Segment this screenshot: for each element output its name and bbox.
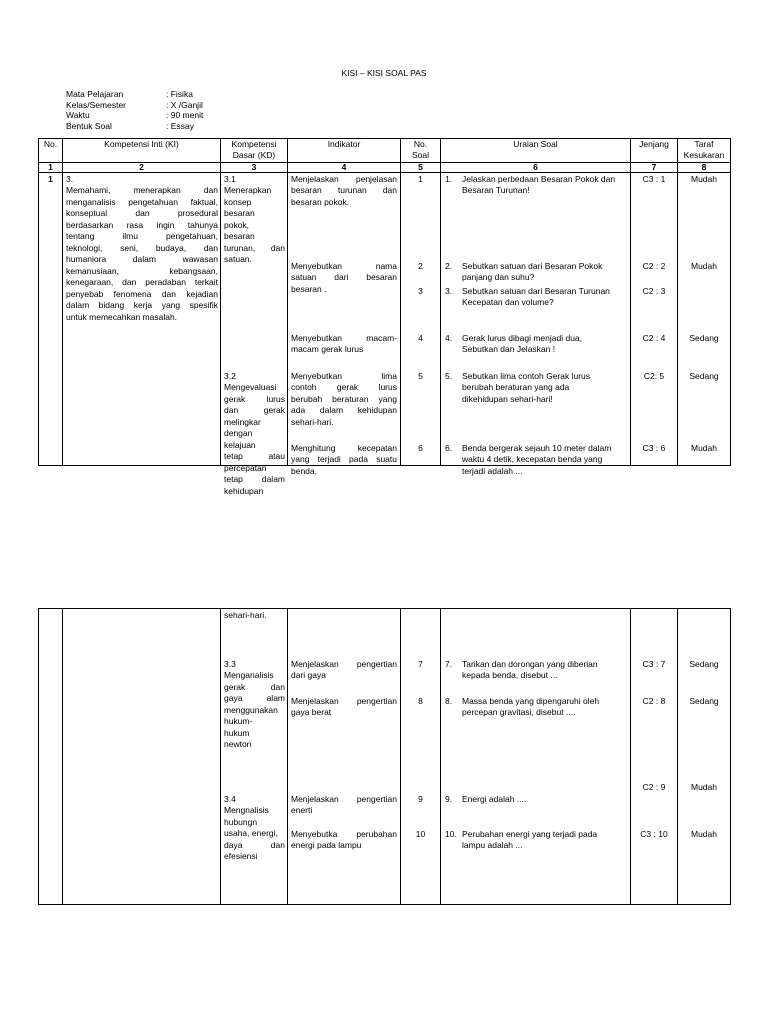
question-line: berubah beraturan yang ada [462,382,570,393]
header-jenjang [631,139,678,163]
indikator-line: Menyebutkan lima [291,371,397,381]
header-indikator-label: Indikator [327,139,361,149]
question-line: waktu 4 detik, kecepatan benda yang [462,454,603,465]
kd-3-3 [224,659,285,751]
kd-3-1 [224,174,285,266]
question-text [445,443,627,477]
taraf-value: Mudah [691,829,717,839]
no-soal-cell [401,173,441,466]
indikator-line: Menjelaskan pengertian [291,659,397,669]
question-text [445,333,627,356]
indikator-2 [291,261,397,295]
taraf-cell [678,609,731,905]
column-number: 1 [39,163,63,173]
question-text [445,794,627,805]
kd-line: Mengevaluasi [224,382,277,393]
column-number: 6 [441,163,631,173]
ki-line: humaniora dalam wawasan [66,254,218,265]
jenjang-value: C2 : 9 [642,782,666,792]
kd-line: 3.1 [224,174,236,184]
header-ki-label: Kompetensi Inti (KI) [104,139,179,149]
ki-line: teknologi, seni, budaya, dan [66,242,218,253]
jenjang-value: C2 : 4 [642,333,666,343]
kd-line: Menerapkan [224,185,272,196]
taraf-value: Mudah [691,443,717,453]
meta-label: Bentuk Soal [66,120,112,131]
question-line: Tarikan dan dorongan yang diberian [462,659,598,669]
question-body [462,659,627,682]
question-line: Massa benda yang dipengaruhi oleh [462,696,600,706]
ki-line: untuk memecahkan masalah. [66,311,178,322]
header-uraian-label: Uraian Soal [513,139,558,149]
question-line: percepan gravitasi, disebut .... [462,707,576,718]
kd-line: konsep [224,196,252,207]
question-body [462,333,627,356]
ki-line: 3. [66,174,74,184]
indikator-1 [291,174,397,208]
header-no-soal-label-2: Soal [411,150,429,161]
ki-line: berdasarkan rasa ingin tahunya [66,219,218,230]
kd-line: gerak dan [224,681,285,692]
question-line: lampu adalah ... [462,840,523,851]
meta-row [66,110,203,121]
kd-line: Menganalisis [224,670,274,681]
column-number-row [39,163,731,173]
taraf-value: Sedang [689,371,719,381]
column-number: 3 [221,163,288,173]
indikator-line: besaran pokok. [291,196,350,207]
question-line: Gerak lurus dibagi menjadi dua, [462,333,583,343]
question-label: 9. [445,794,453,804]
ki-text [63,173,220,323]
indikator-cell [288,609,401,905]
indikator-line: ada dalam kehidupan [291,405,397,416]
jenjang-value: C3 : 1 [642,174,666,184]
indikator-line: satuan dari besaran [291,272,397,283]
indikator-line: Menjelaskan pengertian [291,696,397,706]
question-text [445,696,627,719]
kd-line: usaha, energi, [224,828,278,839]
question-text [445,286,627,309]
indikator-line: Menjelaskan pengertian [291,794,397,804]
indikator-10 [291,829,397,852]
question-text [445,174,627,197]
meta-row [66,121,203,132]
indikator-line: Menjelaskan penjelasan [291,174,397,184]
kd-line: daya dan [224,839,285,850]
question-line: Benda bergerak sejauh 10 meter dalam [462,443,612,453]
indikator-4 [291,333,397,356]
indikator-cell [288,173,401,476]
kd-cell [221,609,288,905]
kd-line: gaya alam [224,693,285,704]
question-label: 3. [445,286,453,296]
ki-cell [63,173,221,466]
header-kd [221,139,288,163]
kd-line: menggunakan [224,704,278,715]
kd-line: gerak lurus [224,393,285,404]
question-line: Kecepatan dan volume? [462,297,554,308]
question-text [445,261,627,284]
indikator-cell-inner [288,173,400,476]
jenjang-cell-inner [631,609,677,904]
question-label: 5. [445,371,453,381]
taraf-value: Sedang [689,333,719,343]
ki-line: dalam bidang kerja yang spesifik [66,300,218,311]
kd-line: kelajuan [224,439,256,450]
meta-label: Mata Pelajaran [66,89,124,99]
jenjang-value: C2 : 2 [642,261,666,271]
no-soal-cell-inner [401,173,440,465]
header-uraian [441,139,631,163]
column-number: 8 [678,163,731,173]
ki-line: kenegaraan, dan peradaban terkait [66,277,218,288]
header-jenjang-label: Jenjang [639,139,669,149]
taraf-value: Sedang [689,696,719,706]
kd-3-2 [224,371,285,497]
indikator-line: enerti [291,805,313,816]
question-label: 2. [445,261,453,271]
indikator-line: sehari-hari. [291,416,334,427]
question-body [462,371,627,405]
indikator-cell-inner [288,609,400,904]
question-text [445,659,627,682]
jenjang-cell-inner [631,173,677,465]
no-soal-cell-inner [401,609,440,904]
kisi-table-page-2 [38,608,731,905]
kd-line: turunan, dan [224,242,285,253]
indikator-9 [291,794,397,817]
question-line: Sebutkan dan Jelaskan ! [462,344,556,355]
header-taraf [678,139,731,163]
question-number: 5 [418,371,423,381]
indikator-line: besaran turunan dan [291,185,397,196]
kd-line: tetap dalam [224,474,285,485]
row-no: 1 [48,174,53,184]
uraian-cell [441,609,631,905]
question-body [462,794,627,805]
meta-label: Waktu [66,110,90,120]
kd-line: besaran [224,231,255,242]
meta-info [66,89,203,131]
document-title: KISI – KISI SOAL PAS [341,68,427,78]
jenjang-value: C2 : 3 [642,286,666,296]
question-text [445,829,627,852]
question-line: kepada benda, disebut ... [462,670,558,681]
header-no-soal [401,139,441,163]
uraian-cell [441,173,631,476]
kd-line: kehidupan [224,485,264,496]
kd-line: besaran [224,208,255,219]
header-indikator [288,139,401,163]
indikator-line: gaya berat [291,707,332,718]
meta-value: : Fisika [166,89,193,99]
kd-cell-inner [221,609,287,904]
kd-line: 3.2 [224,371,236,381]
ki-line: menganalisis pengetahuan faktual, [66,196,218,207]
kd-line: Mengnalisis [224,805,269,816]
indikator-line: dari gaya [291,670,326,681]
taraf-cell-inner [678,609,730,904]
question-text [445,371,627,405]
question-label: 1. [445,174,453,184]
meta-value: : Essay [166,120,194,131]
question-label: 8. [445,696,453,706]
kd-line: hukum [224,727,250,738]
question-number: 4 [418,333,423,343]
question-number: 2 [418,261,423,271]
question-body [462,286,627,309]
question-body [462,829,627,852]
jenjang-cell [631,173,678,466]
no-soal-cell [401,609,441,905]
ki-cell [63,609,221,905]
question-number: 8 [418,696,423,706]
question-label: 10. [445,829,457,839]
indikator-line: Menyebutka perubahan [291,829,397,839]
indikator-line: Menyebutkan macam- [291,333,397,343]
question-number: 1 [418,174,423,184]
kd-line: hubungn [224,816,258,827]
question-label: 4. [445,333,453,343]
jenjang-value: C2: 5 [643,371,665,381]
kd-line: efesiensi [224,851,258,862]
table-row [39,609,731,905]
taraf-value: Mudah [691,174,717,184]
kd-line: pokok, [224,219,250,230]
kd-line: 3.3 [224,659,236,669]
uraian-cell-inner [441,609,630,904]
header-no-soal-label-1: No. [413,139,428,149]
question-body [462,443,627,477]
kisi-table-page-1 [38,138,731,496]
indikator-line: berubah beraturan yang [291,393,397,404]
question-number: 3 [418,286,423,296]
ki-line: konseptual dan prosedural [66,208,218,219]
header-ki [63,139,221,163]
indikator-6 [291,443,397,477]
question-number: 9 [418,794,423,804]
column-number: 2 [63,163,221,173]
indikator-line: Menghitung kecepatan [291,443,397,453]
column-number: 5 [401,163,441,173]
jenjang-value: C3 : 10 [640,829,668,839]
column-number: 7 [631,163,678,173]
header-no-label: No. [43,139,58,149]
taraf-value: Mudah [691,261,717,271]
row-no-cell [39,173,63,466]
table-row [39,173,731,466]
kd-line: satuan. [224,254,252,265]
question-line: Sebutkan lima contoh Gerak lurus [462,371,591,381]
header-row [39,139,731,163]
question-line: panjang dan suhu? [462,272,535,283]
indikator-line: yang terjadi pada suatu [291,454,397,465]
question-line: Besaran Turunan! [462,185,530,196]
kd-line: newton [224,739,252,750]
header-kd-label-2: Dasar (KD) [232,150,276,161]
question-line: Jelaskan perbedaan Besaran Pokok dan [462,174,616,184]
header-no [39,139,63,163]
question-body [462,261,627,284]
indikator-7 [291,659,397,682]
kd-line: percepatan [224,462,267,473]
kd-3-4 [224,794,285,863]
jenjang-value: C3 : 7 [642,659,666,669]
kd-cell-inner [221,173,287,496]
question-line: terjadi adalah ... [462,465,523,476]
jenjang-value: C3 : 6 [642,443,666,453]
question-label: 7. [445,659,453,669]
question-line: Perubahan energi yang terjadi pada [462,829,598,839]
meta-label: Kelas/Semester [66,99,126,110]
taraf-value: Mudah [691,782,717,792]
taraf-cell-inner [678,173,730,465]
column-number: 4 [288,163,401,173]
header-taraf-label-1: Taraf [694,139,714,149]
meta-row [66,100,203,111]
uraian-cell-inner [441,173,630,476]
question-body [462,696,627,719]
indikator-line: Menyebutkan nama [291,261,397,271]
indikator-line: benda. [291,465,317,476]
indikator-line: energi pada lampu [291,840,362,851]
ki-line: tentang ilmu pengetahuan, [66,231,218,242]
indikator-8 [291,696,397,719]
kd-line: dengan [224,428,253,439]
question-number: 6 [418,443,423,453]
header-kd-label-1: Kompetensi [231,139,277,149]
meta-value: : 90 menit [166,110,204,120]
indikator-line: besaran . [291,283,327,294]
question-line: dikehidupan sehari-hari! [462,393,553,404]
question-number: 10 [415,829,426,839]
kd-line: 3.4 [224,794,236,804]
jenjang-cell [631,609,678,905]
kd-3-2-continued: sehari-hari. [224,610,267,620]
meta-row [66,89,203,100]
ki-line: kemanusiaan, kebangsaan, [66,265,218,276]
kd-cell [221,173,288,496]
taraf-value: Sedang [689,659,719,669]
question-label: 6. [445,443,453,453]
taraf-cell [678,173,731,466]
question-line: Energi adalah .... [462,794,527,804]
question-body [462,174,627,197]
header-taraf-label-2: Kesukaran [683,150,725,161]
kd-line: tetap atau [224,451,285,462]
row-no-cell [39,609,63,905]
meta-value: : X /Ganjil [166,99,203,110]
ki-line: penyebab fenomena dan kejadian [66,288,218,299]
question-number: 7 [418,659,423,669]
question-line: Sebutkan satuan dari Besaran Turunan [462,286,610,296]
indikator-5 [291,371,397,428]
ki-line: Memahami, menerapkan dan [66,185,218,196]
kd-line: melingkar [224,416,261,427]
question-line: Sebutkan satuan dari Besaran Pokok [462,261,603,271]
indikator-line: macam gerak lurus [291,344,364,355]
kd-line: hukum- [224,716,253,727]
kd-line: dan gerak [224,405,285,416]
jenjang-value: C2 : 8 [642,696,666,706]
indikator-line: contoh gerak lurus [291,382,397,393]
